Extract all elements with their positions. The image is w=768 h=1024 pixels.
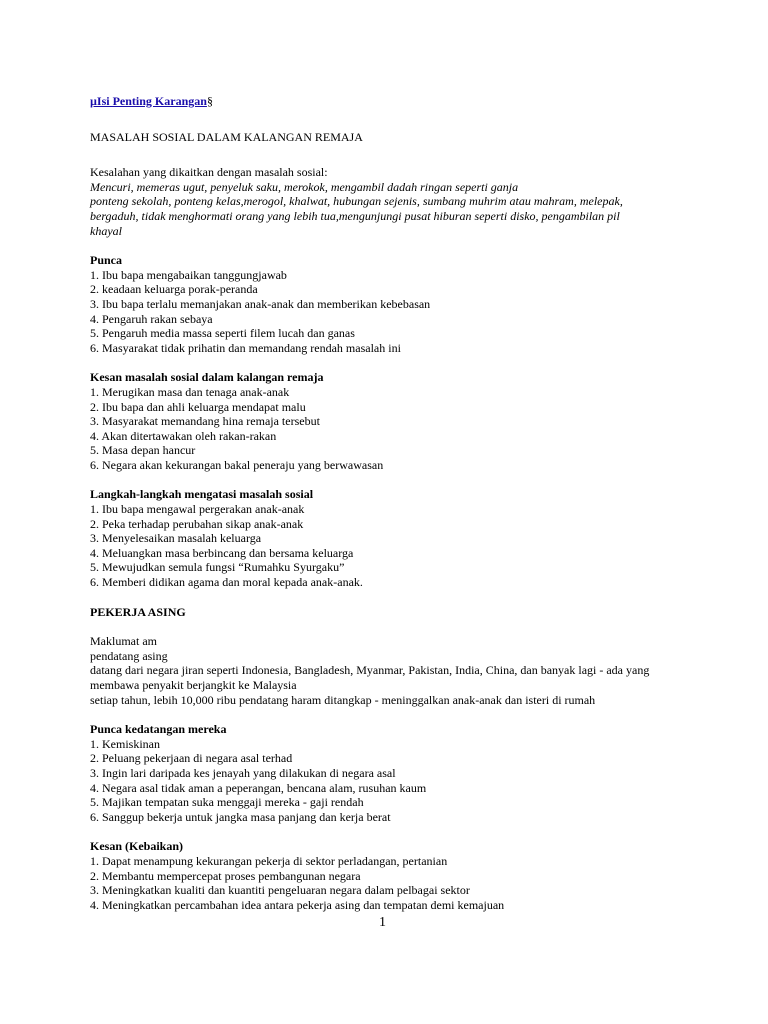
list-item: 1. Merugikan masa dan tenaga anak-anak	[90, 384, 290, 399]
list-item: 2. Ibu bapa dan ahli keluarga mendapat malu	[90, 399, 306, 414]
list-item: 2. Membantu mempercepat proses pembangunan negara	[90, 868, 361, 883]
list-item: 3. Ibu bapa terlalu memanjakan anak-anak dan memberikan kebebasan	[90, 296, 431, 311]
list-item: 1. Kemiskinan	[90, 736, 160, 751]
list-item: 4. Negara asal tidak aman a peperangan, bencana alam, rusuhan kaum	[90, 780, 427, 795]
header-line	[90, 94, 690, 109]
list-item: 5. Masa depan hancur	[90, 443, 196, 458]
list-item: 1. Ibu bapa mengabaikan tanggungjawab	[90, 267, 287, 282]
list-item: 5. Pengaruh media massa seperti filem lucah dan ganas	[90, 326, 355, 341]
faults-line: Mencuri, memeras ugut, penyeluk saku, merokok, mengambil dadah ringan seperti ganja	[90, 179, 519, 194]
section-heading-foreign-workers: PEKERJA ASING	[90, 604, 186, 619]
arrival-causes-list	[90, 737, 690, 825]
solutions-list	[90, 502, 690, 590]
section-heading-arrival-causes: Punca kedatangan mereka	[90, 722, 227, 737]
section-heading-benefits: Kesan (Kebaikan)	[90, 839, 184, 854]
page-number: 1	[379, 915, 386, 930]
list-item: 4. Meningkatkan percambahan idea antara pekerja asing dan tempatan demi kemajuan	[90, 897, 505, 912]
list-item: 4. Akan ditertawakan oleh rakan-rakan	[90, 428, 277, 443]
faults-line: bergaduh, tidak menghormati orang yang lebih tua,mengunjungi pusat hiburan seperti disko, pengambilan pil	[90, 208, 620, 223]
list-item: 3. Masyarakat memandang hina remaja tersebut	[90, 414, 320, 429]
document-content	[90, 94, 690, 912]
document-title: MASALAH SOSIAL DALAM KALANGAN REMAJA	[90, 129, 363, 144]
section-heading-causes: Punca	[90, 253, 123, 268]
list-item: 1. Ibu bapa mengawal pergerakan anak-anak	[90, 502, 305, 517]
causes-list	[90, 268, 690, 356]
list-item: 6. Sanggup bekerja untuk jangka masa panjang dan kerja berat	[90, 809, 391, 824]
faults-list	[90, 180, 690, 238]
list-item: 2. Peka terhadap perubahan sikap anak-anak	[90, 516, 304, 531]
list-item: 4. Pengaruh rakan sebaya	[90, 311, 213, 326]
general-info-label: Maklumat am	[90, 634, 157, 649]
list-item: 6. Negara akan kekurangan bakal peneraju yang berwawasan	[90, 457, 384, 472]
list-item: 3. Meningkatkan kualiti dan kuantiti pengeluaran negara dalam pelbagai sektor	[90, 883, 470, 898]
list-item: 5. Majikan tempatan suka menggaji mereka - gaji rendah	[90, 795, 364, 810]
list-item: 6. Memberi didikan agama dan moral kepada anak-anak.	[90, 575, 363, 590]
list-item: 3. Menyelesaikan masalah keluarga	[90, 531, 262, 546]
list-item: 4. Meluangkan masa berbincang dan bersama keluarga	[90, 545, 354, 560]
list-item: 5. Mewujudkan semula fungsi “Rumahku Syurgaku”	[90, 560, 345, 575]
isi-penting-link[interactable]: µIsi Penting Karangan	[90, 94, 207, 108]
benefits-list	[90, 854, 690, 912]
faults-line: khayal	[90, 223, 122, 238]
list-item: 2. Peluang pekerjaan di negara asal terhad	[90, 751, 293, 766]
general-info-line: datang dari negara jiran seperti Indonesia, Bangladesh, Myanmar, Pakistan, India, China, dan banyak lagi - ada yang	[90, 663, 650, 678]
section-heading-effects: Kesan masalah sosial dalam kalangan remaja	[90, 370, 324, 385]
general-info-line: membawa penyakit berjangkit ke Malaysia	[90, 678, 297, 692]
faults-intro: Kesalahan yang dikaitkan dengan masalah sosial:	[90, 165, 328, 180]
list-item: 3. Ingin lari daripada kes jenayah yang dilakukan di negara asal	[90, 765, 396, 780]
section-heading-solutions: Langkah-langkah mengatasi masalah sosial	[90, 487, 314, 502]
general-info-line: setiap tahun, lebih 10,000 ribu pendatang haram ditangkap - meninggalkan anak-anak dan isteri di rumah	[90, 692, 596, 707]
effects-list	[90, 385, 690, 473]
list-item: 2. keadaan keluarga porak-peranda	[90, 282, 258, 297]
section-symbol: §	[206, 94, 213, 108]
list-item: 1. Dapat menampung kekurangan pekerja di sektor perladangan, pertanian	[90, 853, 448, 868]
faults-line: ponteng sekolah, ponteng kelas,merogol, khalwat, hubungan sejenis, sumbang muhrim atau mahram, melepak,	[90, 194, 623, 209]
general-info-line: pendatang asing	[90, 648, 168, 663]
list-item: 6. Masyarakat tidak prihatin dan memandang rendah masalah ini	[90, 340, 401, 355]
